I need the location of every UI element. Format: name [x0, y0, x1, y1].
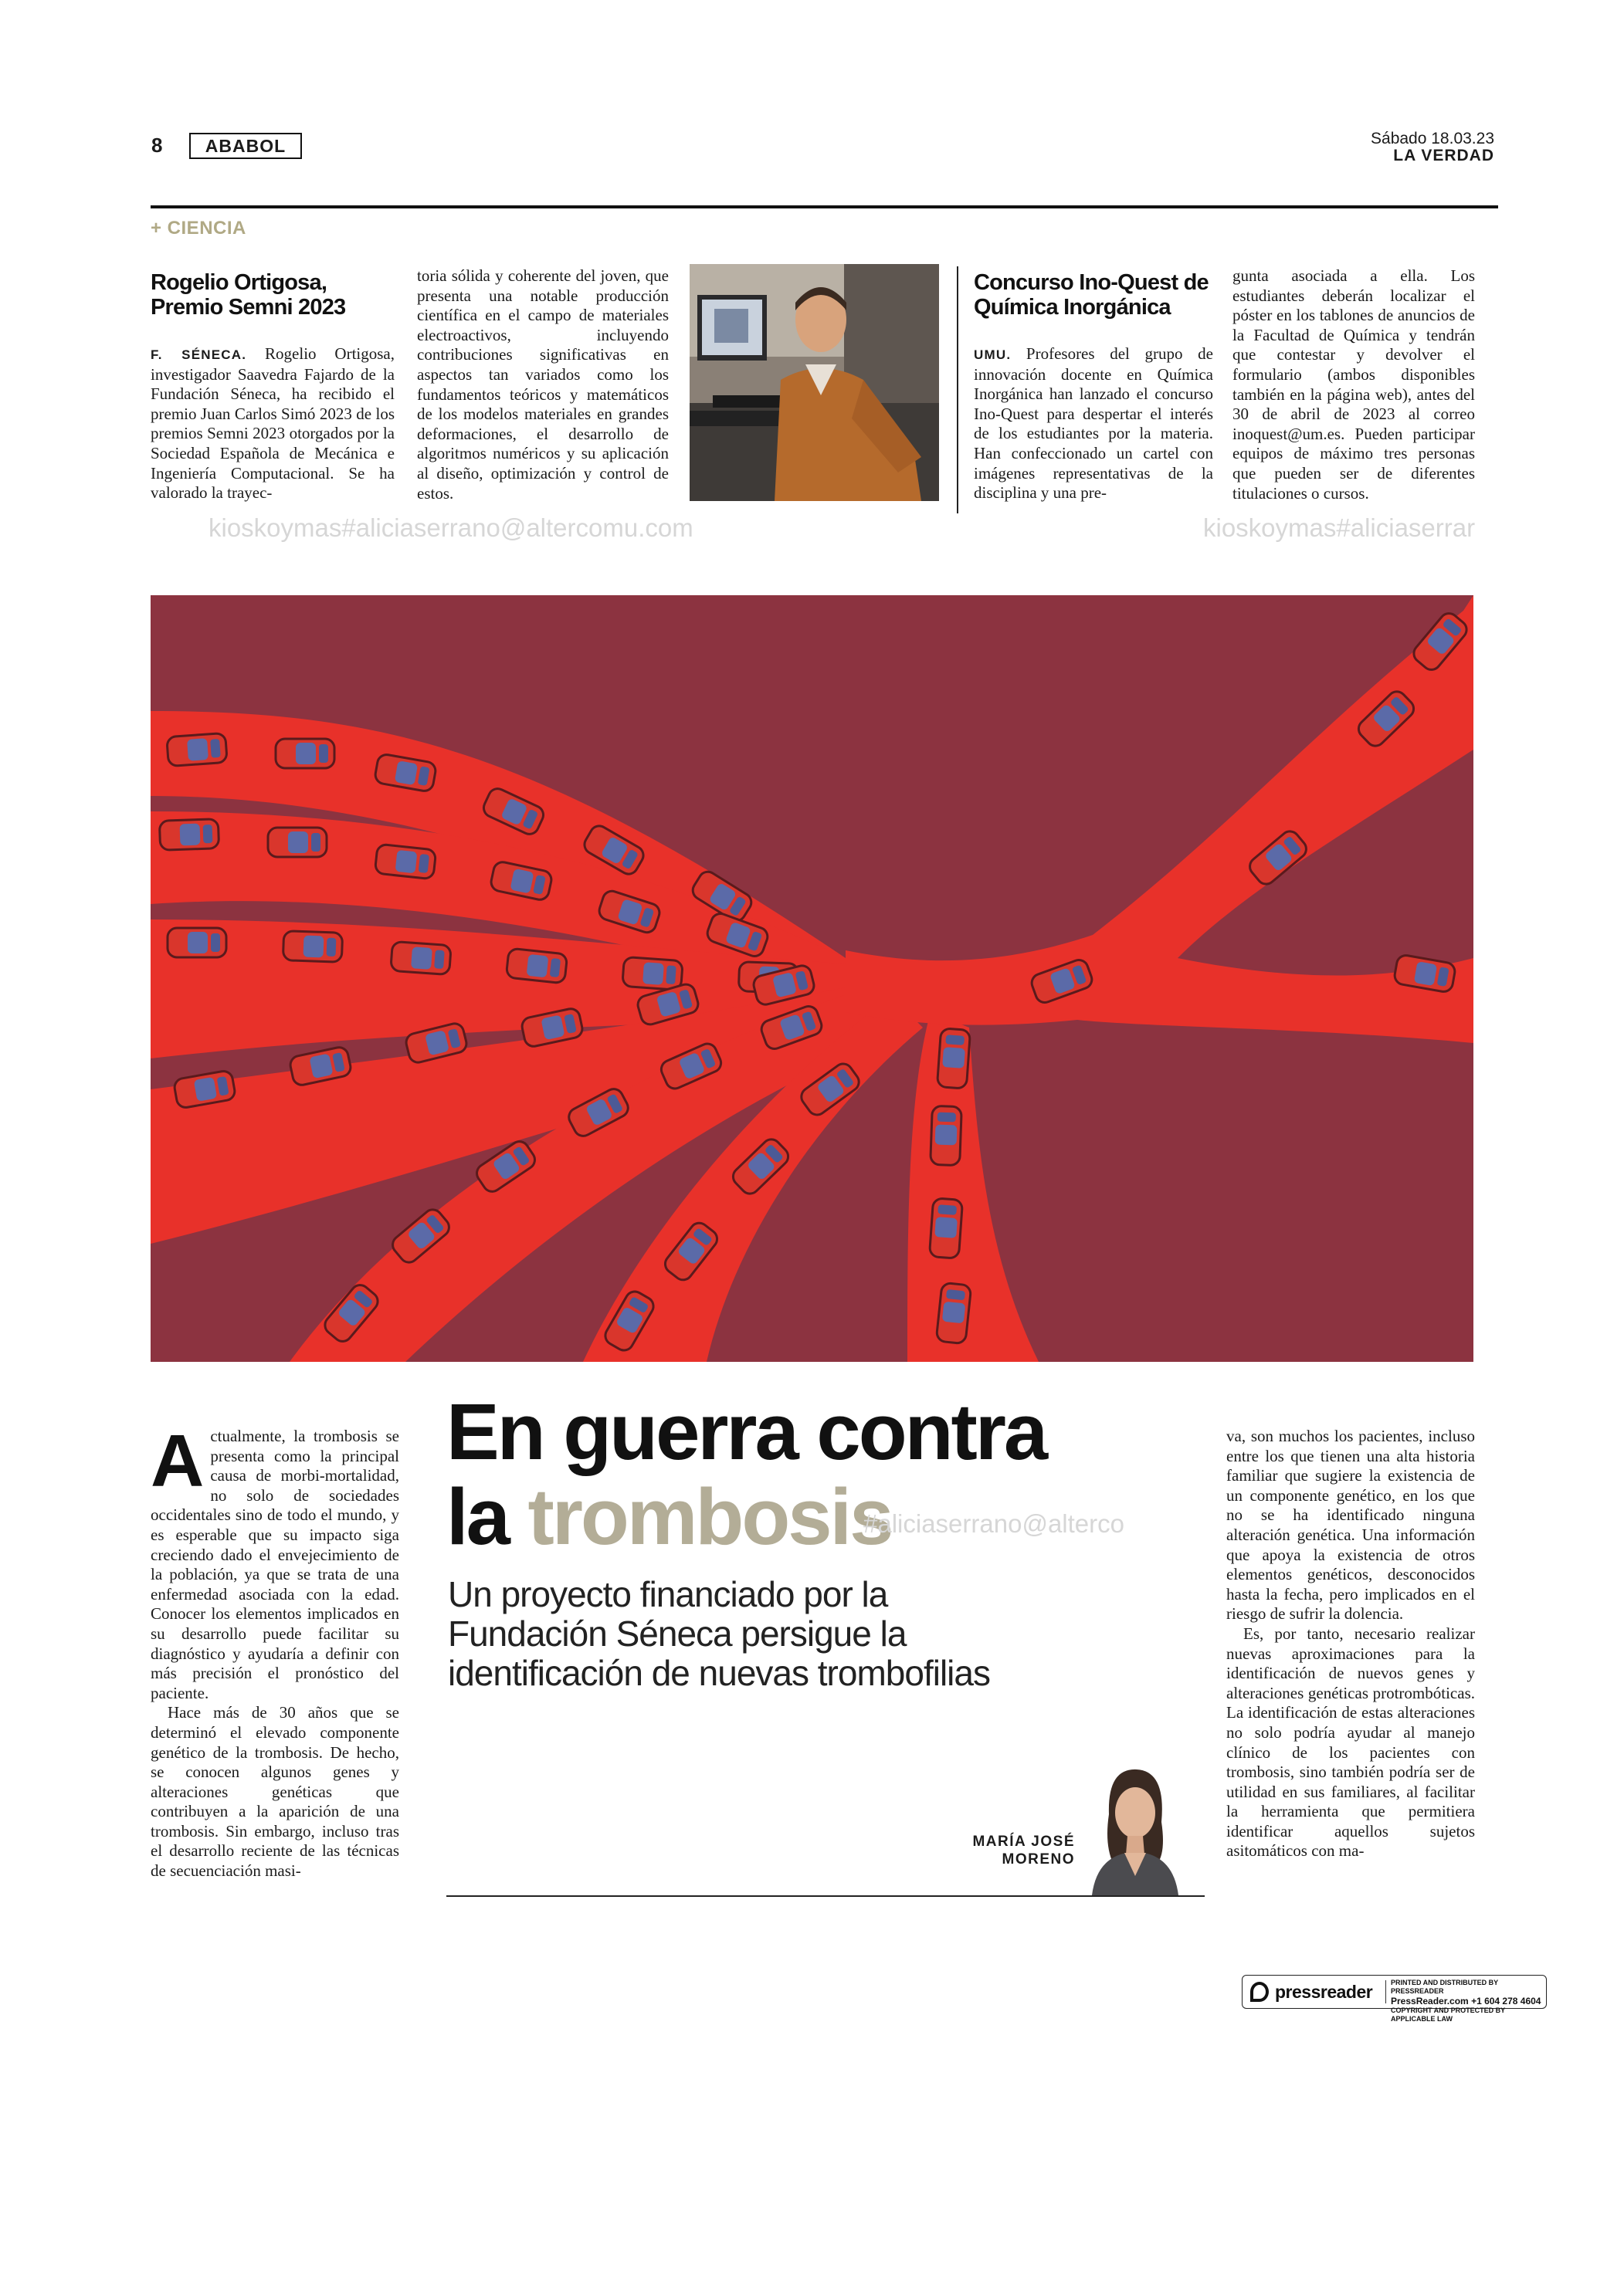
brief2-text1: Profesores del grupo de innovación docente en Química Inorgánica han lanzado el concurso Ino-Quest para despertar el interés de los estudiantes por la materia. Han confeccionado un cartel con imágenes representativas de la disciplina y una pre- [974, 344, 1213, 503]
car-icon [936, 1282, 971, 1344]
brief1-col1 [151, 344, 395, 503]
header-date: Sábado 18.03.23 [1371, 130, 1494, 147]
page-number: 8 [151, 134, 163, 157]
car-icon [168, 928, 226, 957]
car-icon [268, 828, 327, 857]
pressreader-badge [1242, 1975, 1547, 2023]
pressreader-brand: pressreader [1275, 1982, 1373, 2002]
byline [934, 1833, 1075, 1868]
watermark: kioskoymas#aliciaserrar [1203, 513, 1476, 542]
article-col3-second: Es, por tanto, necesario realizar nuevas aproximaciones para la identificación de nuevos genes y alteraciones genéticas protrombóticas. La identificación de estas alteraciones no solo podría ayudar al manejo clínico de los pacientes con trombosis, sino también podría ser de utilidad en sus familiares, al facilitar la herramienta que permitiera identificar aquellos sujetos asitomáticos con ma- [1226, 1624, 1475, 1861]
article-col3 [1226, 1427, 1475, 1861]
pressreader-divider [1385, 1980, 1386, 2003]
headline-line1: En guerra contra [446, 1387, 1046, 1476]
watermark: kioskoymas#aliciaserrano@altercomu.com [209, 513, 693, 542]
pressreader-logo-icon [1250, 1982, 1269, 2002]
dropcap: A [151, 1420, 205, 1502]
pressreader-line2: PressReader.com +1 604 278 4604 [1391, 1996, 1541, 2006]
brief1-lead: F. SÉNECA. [151, 347, 247, 362]
brief1-col2: toria sólida y coherente del joven, que presenta una notable producción científica en el campo de materiales electroactivos, incluyendo contribuciones significativas en aspectos tan variados como los fundamentos teóricos y matemáticos de los modelos materiales en grandes deformaciones, el desarrollo de algoritmos numéricos y su aplicación al diseño, optimización y control de estos. [417, 266, 669, 503]
pressreader-lines [1391, 1979, 1545, 2023]
section-box-label: ABABOL [205, 136, 286, 156]
car-icon [283, 931, 342, 963]
car-icon [276, 739, 334, 768]
pressreader-line3: COPYRIGHT AND PROTECTED BY APPLICABLE LAW [1391, 2006, 1506, 2023]
headline-line2-a: la [446, 1472, 528, 1561]
brief2-title: Concurso Ino-Quest de Química Inorgánica [974, 270, 1209, 320]
scientist-photo [690, 264, 939, 501]
article-col3-first: va, son muchos los pacientes, incluso entre los que tienen una alta historia familiar que sugiere la existencia de un componente genético, en los que no se ha identificado ninguna alteración genética. Una información que apoya la existencia de otros elementos genéticos, desconocidos hasta la fecha, pero implicados en el riesgo de sufrir la dolencia. [1226, 1427, 1475, 1624]
author-photo [1086, 1760, 1182, 1895]
car-icon [931, 1106, 962, 1165]
brief2-col1 [974, 344, 1213, 503]
car-icon [159, 819, 219, 851]
brief2-lead: UMU. [974, 347, 1012, 362]
article-col1 [151, 1420, 399, 1881]
category-label: + CIENCIA [151, 218, 246, 239]
pressreader-line1: PRINTED AND DISTRIBUTED BY PRESSREADER [1391, 1979, 1499, 1995]
car-icon [929, 1198, 962, 1258]
brief2-col2: gunta asociada a ella. Los estudiantes deberán localizar el póster en los tablones de anuncios de la Facultad de Química y tendrán que contestar y devolver el formulario (ambos disponibles también en la página web), antes del 30 de abril de 2023 al correo inoquest@um.es. Pueden participar equipos de máximo tres personas que pueden ser de diferentes titulaciones o cursos. [1232, 266, 1475, 503]
car-icon [167, 733, 227, 766]
author-photo-graphic [1086, 1760, 1182, 1895]
brief1-text1: Rogelio Ortigosa, investigador Saavedra Fajardo de la Fundación Séneca, ha recibido el premio Juan Carlos Simó 2023 de los premios Semni 2023 otorgados por la Sociedad Española de Mecánica e Ingeniería Computacional. Se ha valorado la trayec- [151, 344, 395, 503]
article-col1-second: Hace más de 30 años que se determinó el elevado componente genético de la trombosis. De hecho, se conocen algunos genes y alteraciones genéticas que contribuyen a la aparición de una trombosis. Sin embargo, incluso tras el desarrollo reciente de las técnicas de secuenciación masi- [151, 1703, 399, 1881]
thrombosis-illustration [151, 595, 1473, 1362]
scientist-photo-graphic [690, 264, 939, 501]
brief-divider [957, 266, 958, 513]
header-rule [151, 205, 1498, 208]
car-icon [622, 957, 683, 990]
byline-line2: MORENO [1002, 1851, 1075, 1868]
brief1-title: Rogelio Ortigosa, Premio Semni 2023 [151, 270, 346, 320]
car-icon [375, 844, 436, 879]
article-col1-first: ctualmente, la trombosis se presenta como la principal causa de morbi-mortalidad, no solo de sociedades occidentales sino de todo el mundo, y es esperable que su impacto siga creciendo dado el envejecimiento de la población, ya que se trata de una enfermedad asociada con la edad. Conocer los elementos implicados en su desarrollo puede facilitar su diagnóstico y ayudaría a definir con más precisión el pronóstico del paciente. [151, 1427, 399, 1702]
headline-accent: trombosis [527, 1472, 892, 1561]
watermark: #aliciaserrano@alterco [863, 1509, 1124, 1538]
header-paper: LA VERDAD [1393, 147, 1494, 164]
article-rule [446, 1895, 1205, 1897]
car-icon [506, 948, 568, 984]
car-icon [937, 1028, 970, 1089]
car-icon [391, 941, 451, 974]
illustration-graphic [151, 595, 1473, 1362]
byline-line1: MARÍA JOSÉ [972, 1834, 1075, 1850]
subheadline: Un proyecto financiado por la Fundación Séneca persigue la identificación de nuevas trombofilias [448, 1574, 990, 1693]
section-box [189, 133, 302, 159]
